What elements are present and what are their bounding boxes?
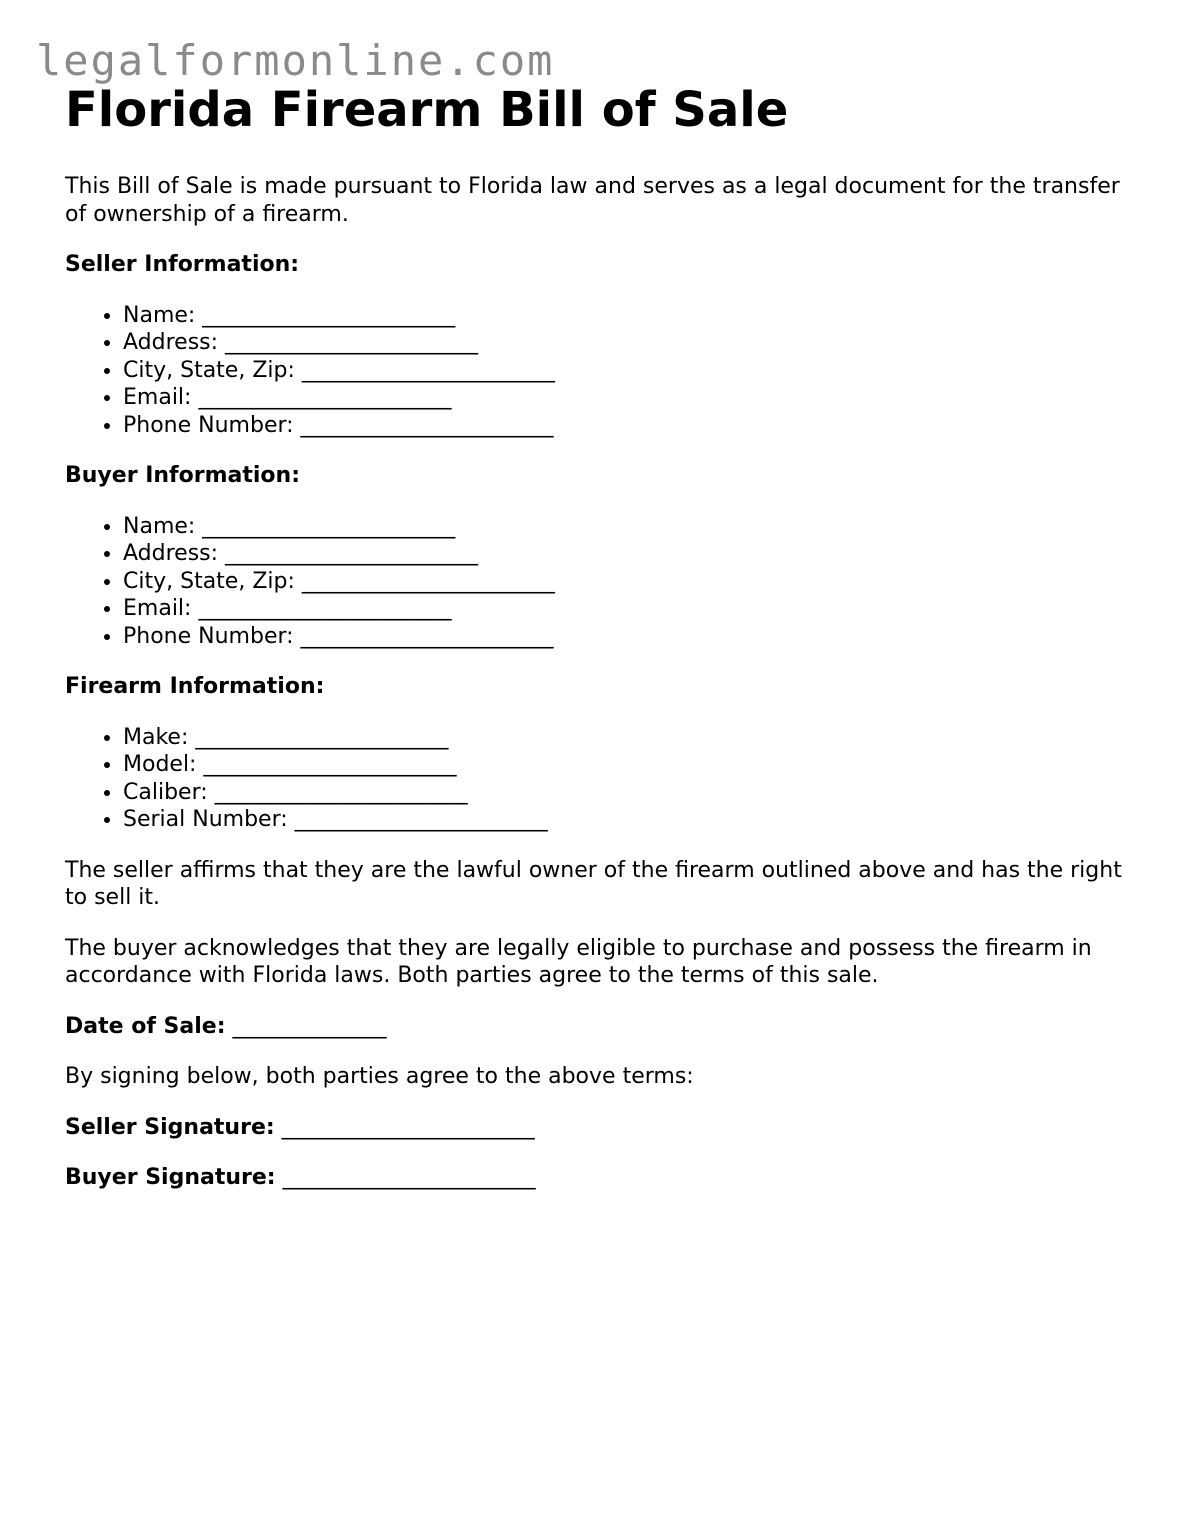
firearm-make-field[interactable]: • Make: _______________________ bbox=[123, 724, 1125, 752]
seller-field-list bbox=[65, 302, 1125, 440]
seller-email-field[interactable]: • Email: _______________________ bbox=[123, 384, 1125, 412]
buyer-signature-line bbox=[65, 1164, 1125, 1192]
seller-section-heading: Seller Information: bbox=[65, 252, 300, 277]
buyer-address-field[interactable]: • Address: _______________________ bbox=[123, 540, 1125, 568]
firearm-caliber-field[interactable]: • Caliber: _______________________ bbox=[123, 779, 1125, 807]
firearm-serial-number-field[interactable]: • Serial Number: _______________________ bbox=[123, 806, 1125, 834]
firearm-model-field[interactable]: • Model: _______________________ bbox=[123, 751, 1125, 779]
watermark: legalformonline.com bbox=[36, 36, 555, 85]
document-title: Florida Firearm Bill of Sale bbox=[65, 82, 789, 138]
buyer-acknowledgement-paragraph: The buyer acknowledges that they are legally eligible to purchase and possess the firearm in accordance with Florida laws. Both parties agree to the terms of this sale. bbox=[65, 935, 1092, 988]
buyer-field-list bbox=[65, 513, 1125, 651]
buyer-signature-label: Buyer Signature: bbox=[65, 1165, 276, 1190]
buyer-name-field[interactable]: • Name: _______________________ bbox=[123, 513, 1125, 541]
seller-phone-field[interactable]: • Phone Number: _______________________ bbox=[123, 412, 1125, 440]
buyer-email-field[interactable]: • Email: _______________________ bbox=[123, 595, 1125, 623]
buyer-phone-field[interactable]: • Phone Number: _______________________ bbox=[123, 623, 1125, 651]
date-of-sale-line bbox=[65, 1013, 1125, 1041]
seller-signature-label: Seller Signature: bbox=[65, 1114, 275, 1140]
firearm-section-heading: Firearm Information: bbox=[65, 674, 325, 699]
intro-paragraph: This Bill of Sale is made pursuant to Florida law and serves as a legal document for the transfer of ownership of a firearm. bbox=[65, 174, 1120, 227]
seller-signature-line bbox=[65, 1114, 1125, 1142]
seller-city-state-zip-field[interactable]: • City, State, Zip: _______________________ bbox=[123, 357, 1125, 385]
document-body bbox=[65, 80, 1125, 1192]
seller-affirmation-paragraph: The seller affirms that they are the lawful owner of the firearm outlined above and has the right to sell it. bbox=[65, 857, 1122, 910]
buyer-signature-blank[interactable]: _______________________ bbox=[282, 1165, 536, 1190]
signing-note: By signing below, both parties agree to the above terms: bbox=[65, 1064, 694, 1089]
firearm-field-list bbox=[65, 724, 1125, 834]
date-of-sale-blank[interactable]: ______________ bbox=[232, 1013, 387, 1039]
seller-address-field[interactable]: • Address: _______________________ bbox=[123, 329, 1125, 357]
buyer-city-state-zip-field[interactable]: • City, State, Zip: _______________________ bbox=[123, 568, 1125, 596]
seller-name-field[interactable]: • Name: _______________________ bbox=[123, 302, 1125, 330]
date-of-sale-label: Date of Sale: bbox=[65, 1013, 226, 1039]
seller-signature-blank[interactable]: _______________________ bbox=[281, 1114, 535, 1140]
buyer-section-heading: Buyer Information: bbox=[65, 463, 300, 488]
